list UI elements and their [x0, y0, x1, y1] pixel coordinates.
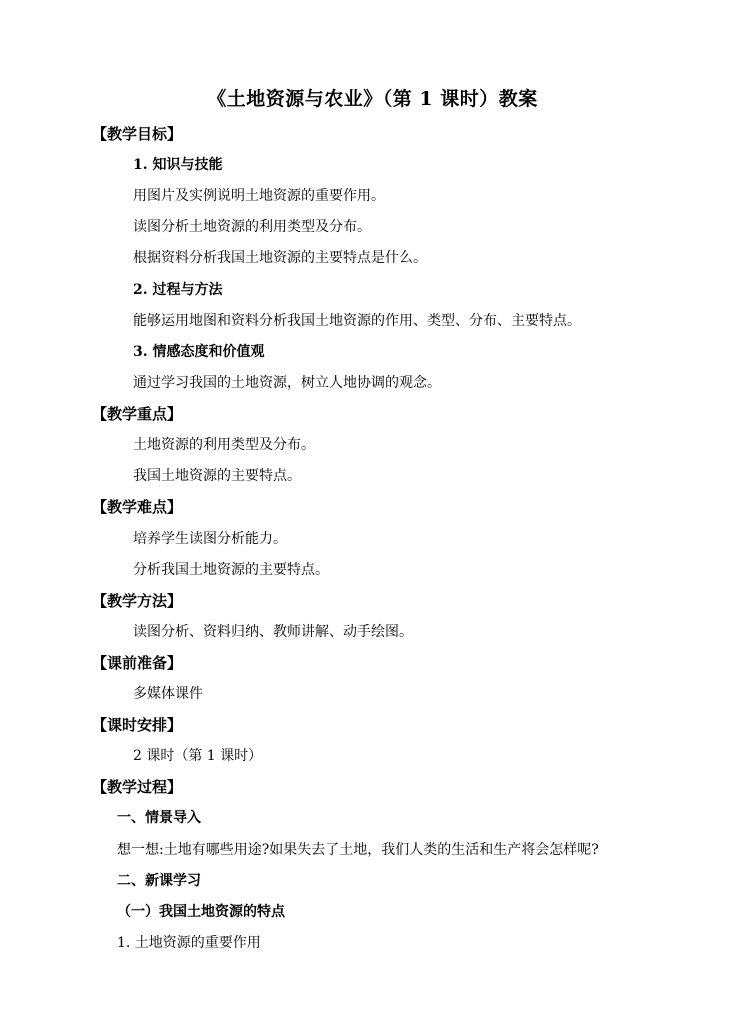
- paragraph: 想一想:土地有哪些用途?如果失去了土地，我们人类的生活和生产将会怎样呢?: [117, 842, 599, 858]
- paragraph: 2 课时（第 1 课时）: [133, 748, 263, 764]
- paragraph: 通过学习我国的土地资源，树立人地协调的观念。: [133, 375, 441, 391]
- subheading-knowledge: 1. 知识与技能: [133, 157, 223, 173]
- paragraph: 读图分析、资料归纳、教师讲解、动手绘图。: [133, 624, 413, 640]
- subheading-process: 2. 过程与方法: [133, 282, 223, 298]
- paragraph: 我国土地资源的主要特点。: [133, 468, 301, 484]
- heading-difficulties: 【教学难点】: [92, 498, 183, 516]
- paragraph: 多媒体课件: [133, 686, 203, 702]
- paragraph: 用图片及实例说明土地资源的重要作用。: [133, 188, 385, 204]
- subheading-intro: 一、情景导入: [117, 810, 201, 826]
- heading-methods: 【教学方法】: [92, 592, 183, 610]
- subheading-land-features: （一）我国土地资源的特点: [117, 904, 285, 920]
- heading-preparation: 【课前准备】: [92, 654, 183, 672]
- paragraph: 分析我国土地资源的主要特点。: [133, 562, 329, 578]
- heading-objectives: 【教学目标】: [92, 125, 183, 143]
- paragraph: 能够运用地图和资料分析我国土地资源的作用、类型、分布、主要特点。: [133, 313, 581, 329]
- paragraph: 根据资料分析我国土地资源的主要特点是什么。: [133, 250, 427, 266]
- paragraph: 土地资源的利用类型及分布。: [133, 437, 315, 453]
- paragraph: 培养学生读图分析能力。: [133, 531, 287, 547]
- paragraph: 1. 土地资源的重要作用: [117, 935, 261, 951]
- subheading-new-lesson: 二、新课学习: [117, 873, 201, 889]
- heading-key-points: 【教学重点】: [92, 405, 183, 423]
- paragraph: 读图分析土地资源的利用类型及分布。: [133, 219, 371, 235]
- document-title: 《土地资源与农业》（第 1 课时）教案: [207, 88, 538, 110]
- subheading-attitude: 3. 情感态度和价值观: [133, 344, 265, 360]
- heading-schedule: 【课时安排】: [92, 716, 183, 734]
- heading-teaching-process: 【教学过程】: [92, 778, 183, 796]
